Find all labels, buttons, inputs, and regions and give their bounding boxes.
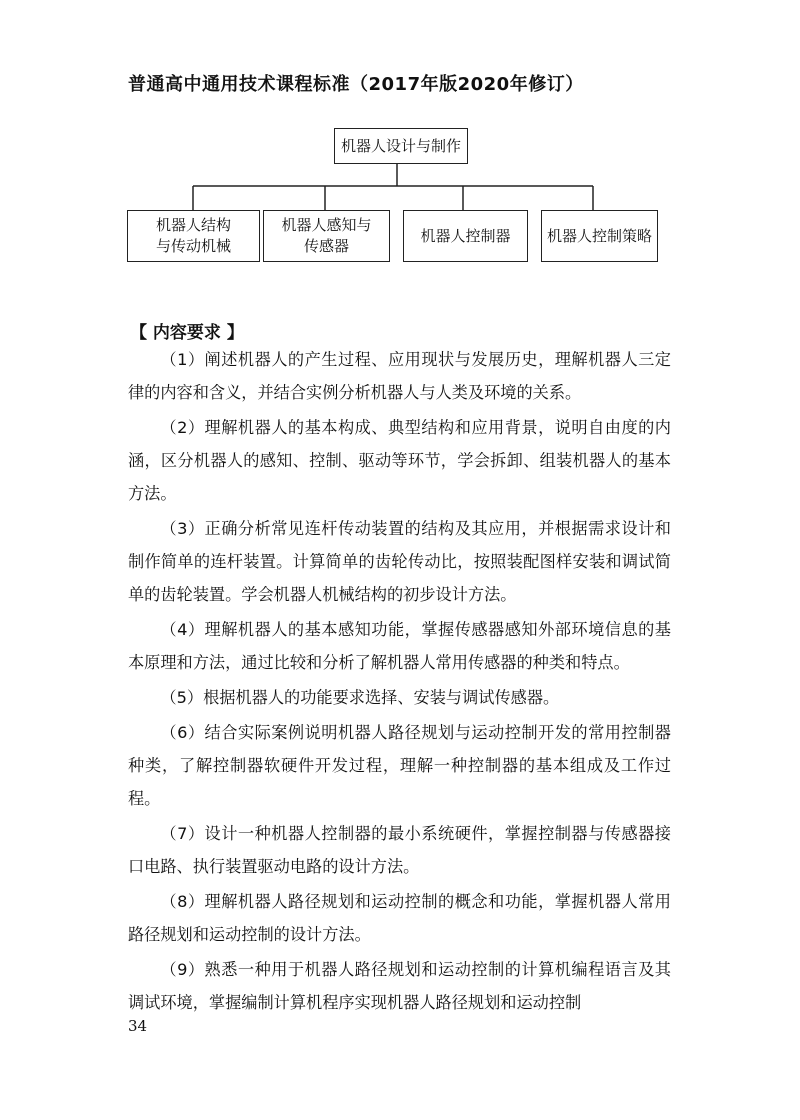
requirement-paragraph: （9）熟悉一种用于机器人路径规划和运动控制的计算机编程语言及其调试环境，掌握编制计算机程序实现机器人路径规划和运动控制 [128, 960, 671, 1012]
diagram-root-box: 机器人设计与制作 [334, 128, 468, 164]
diagram-child-sensors: 机器人感知与 传感器 [263, 210, 390, 262]
requirement-paragraph: （8）理解机器人路径规划和运动控制的概念和功能，掌握机器人常用路径规划和运动控制的设计方法。 [128, 892, 671, 944]
diagram-child-structure: 机器人结构 与传动机械 [127, 210, 260, 262]
requirement-paragraph: （6）结合实际案例说明机器人路径规划与运动控制开发的常用控制器种类，了解控制器软硬件开发过程，理解一种控制器的基本组成及工作过程。 [128, 723, 671, 808]
page-header: 普通高中通用技术课程标准（2017年版2020年修订） [128, 74, 584, 95]
requirement-paragraph: （3）正确分析常见连杆传动装置的结构及其应用，并根据需求设计和制作简单的连杆装置。计算简单的齿轮传动比，按照装配图样安装和调试简单的齿轮装置。学会机器人机械结构的初步设计方法。 [128, 519, 671, 604]
section-title: 【 内容要求 】 [130, 323, 244, 343]
requirement-paragraph: （7）设计一种机器人控制器的最小系统硬件，掌握控制器与传感器接口电路、执行装置驱动电路的设计方法。 [128, 824, 671, 876]
diagram-child-controller: 机器人控制器 [403, 210, 528, 262]
requirement-paragraph: （2）理解机器人的基本构成、典型结构和应用背景，说明自由度的内涵，区分机器人的感知、控制、驱动等环节，学会拆卸、组装机器人的基本方法。 [128, 418, 671, 503]
diagram-child-strategy: 机器人控制策略 [541, 210, 658, 262]
requirement-paragraph: （4）理解机器人的基本感知功能，掌握传感器感知外部环境信息的基本原理和方法，通过比较和分析了解机器人常用传感器的种类和特点。 [128, 620, 671, 672]
requirement-paragraph: （5）根据机器人的功能要求选择、安装与调试传感器。 [160, 688, 560, 707]
requirement-paragraph: （1）阐述机器人的产生过程、应用现状与发展历史，理解机器人三定律的内容和含义，并结合实例分析机器人与人类及环境的关系。 [128, 350, 671, 402]
content-body [128, 343, 671, 1021]
page-number: 34 [128, 1017, 148, 1035]
